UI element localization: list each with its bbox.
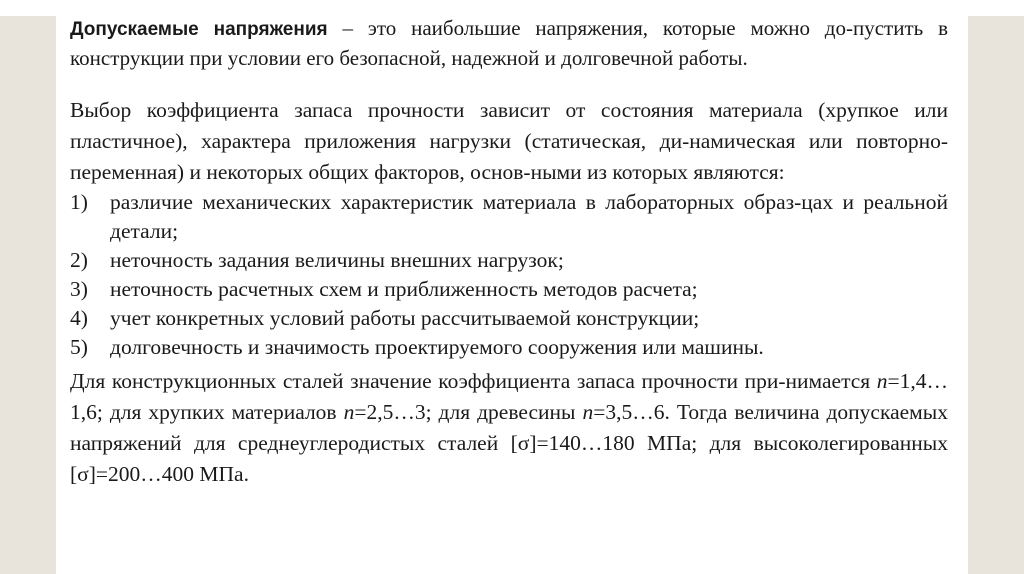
steel-text-part4: =3,5…6. Тогда величина допускаемых напряжений для среднеуглеродистых сталей [σ]=140…180 МПа; для высоколегированных [σ]=200…400 МПа. [70,400,948,486]
definition-paragraph [70,14,948,73]
list-item-number: 3) [70,277,88,301]
list-item [70,246,948,275]
choice-paragraph: Выбор коэффициента запаса прочности зависит от состояния материала (хрупкое или пластичное), характера приложения нагрузки (статическая, ди-намическая или повторно-переменная) и некоторых общих факторов, основ-ными из которых являются: [70,98,948,184]
definition-text: – это наибольшие напряжения, которые можно до-пустить в конструкции при условии его безопасной, надежной и долговечной работы. [70,16,948,70]
steel-n-symbol: n [582,400,594,424]
list-item-number: 5) [70,335,88,359]
list-item-text: долговечность и значимость проектируемого сооружения или машины. [110,335,764,359]
steel-text-part1: Для конструкционных сталей значение коэффициента запаса прочности при-нимается [70,369,877,393]
list-item [70,304,948,333]
list-item-text: неточность задания величины внешних нагрузок; [110,248,564,272]
list-item-text: неточность расчетных схем и приближенность методов расчета; [110,277,698,301]
list-item-number: 4) [70,306,88,330]
steel-n-symbol: n [876,369,888,393]
list-item-number: 1) [70,190,88,214]
list-item-text: учет конкретных условий работы рассчитываемой конструкции; [110,306,700,330]
list-item-number: 2) [70,248,88,272]
definition-term: Допускаемые напряжения [70,19,328,40]
list-item [70,333,948,362]
steel-text-part3: =2,5…3; для древесины [354,400,583,424]
factors-list [70,188,948,362]
left-side-panel [0,16,56,574]
slide-page [56,0,968,574]
list-item [70,188,948,246]
list-item [70,275,948,304]
slide-content [70,14,948,490]
steel-n-symbol: n [343,400,355,424]
steel-paragraph [70,366,948,490]
list-item-text: различие механических характеристик материала в лабораторных образ-цах и реальной детали; [110,190,948,243]
steel-text-part2: =1,4…1,6; для хрупких материалов [70,369,948,424]
right-side-panel [968,16,1024,574]
